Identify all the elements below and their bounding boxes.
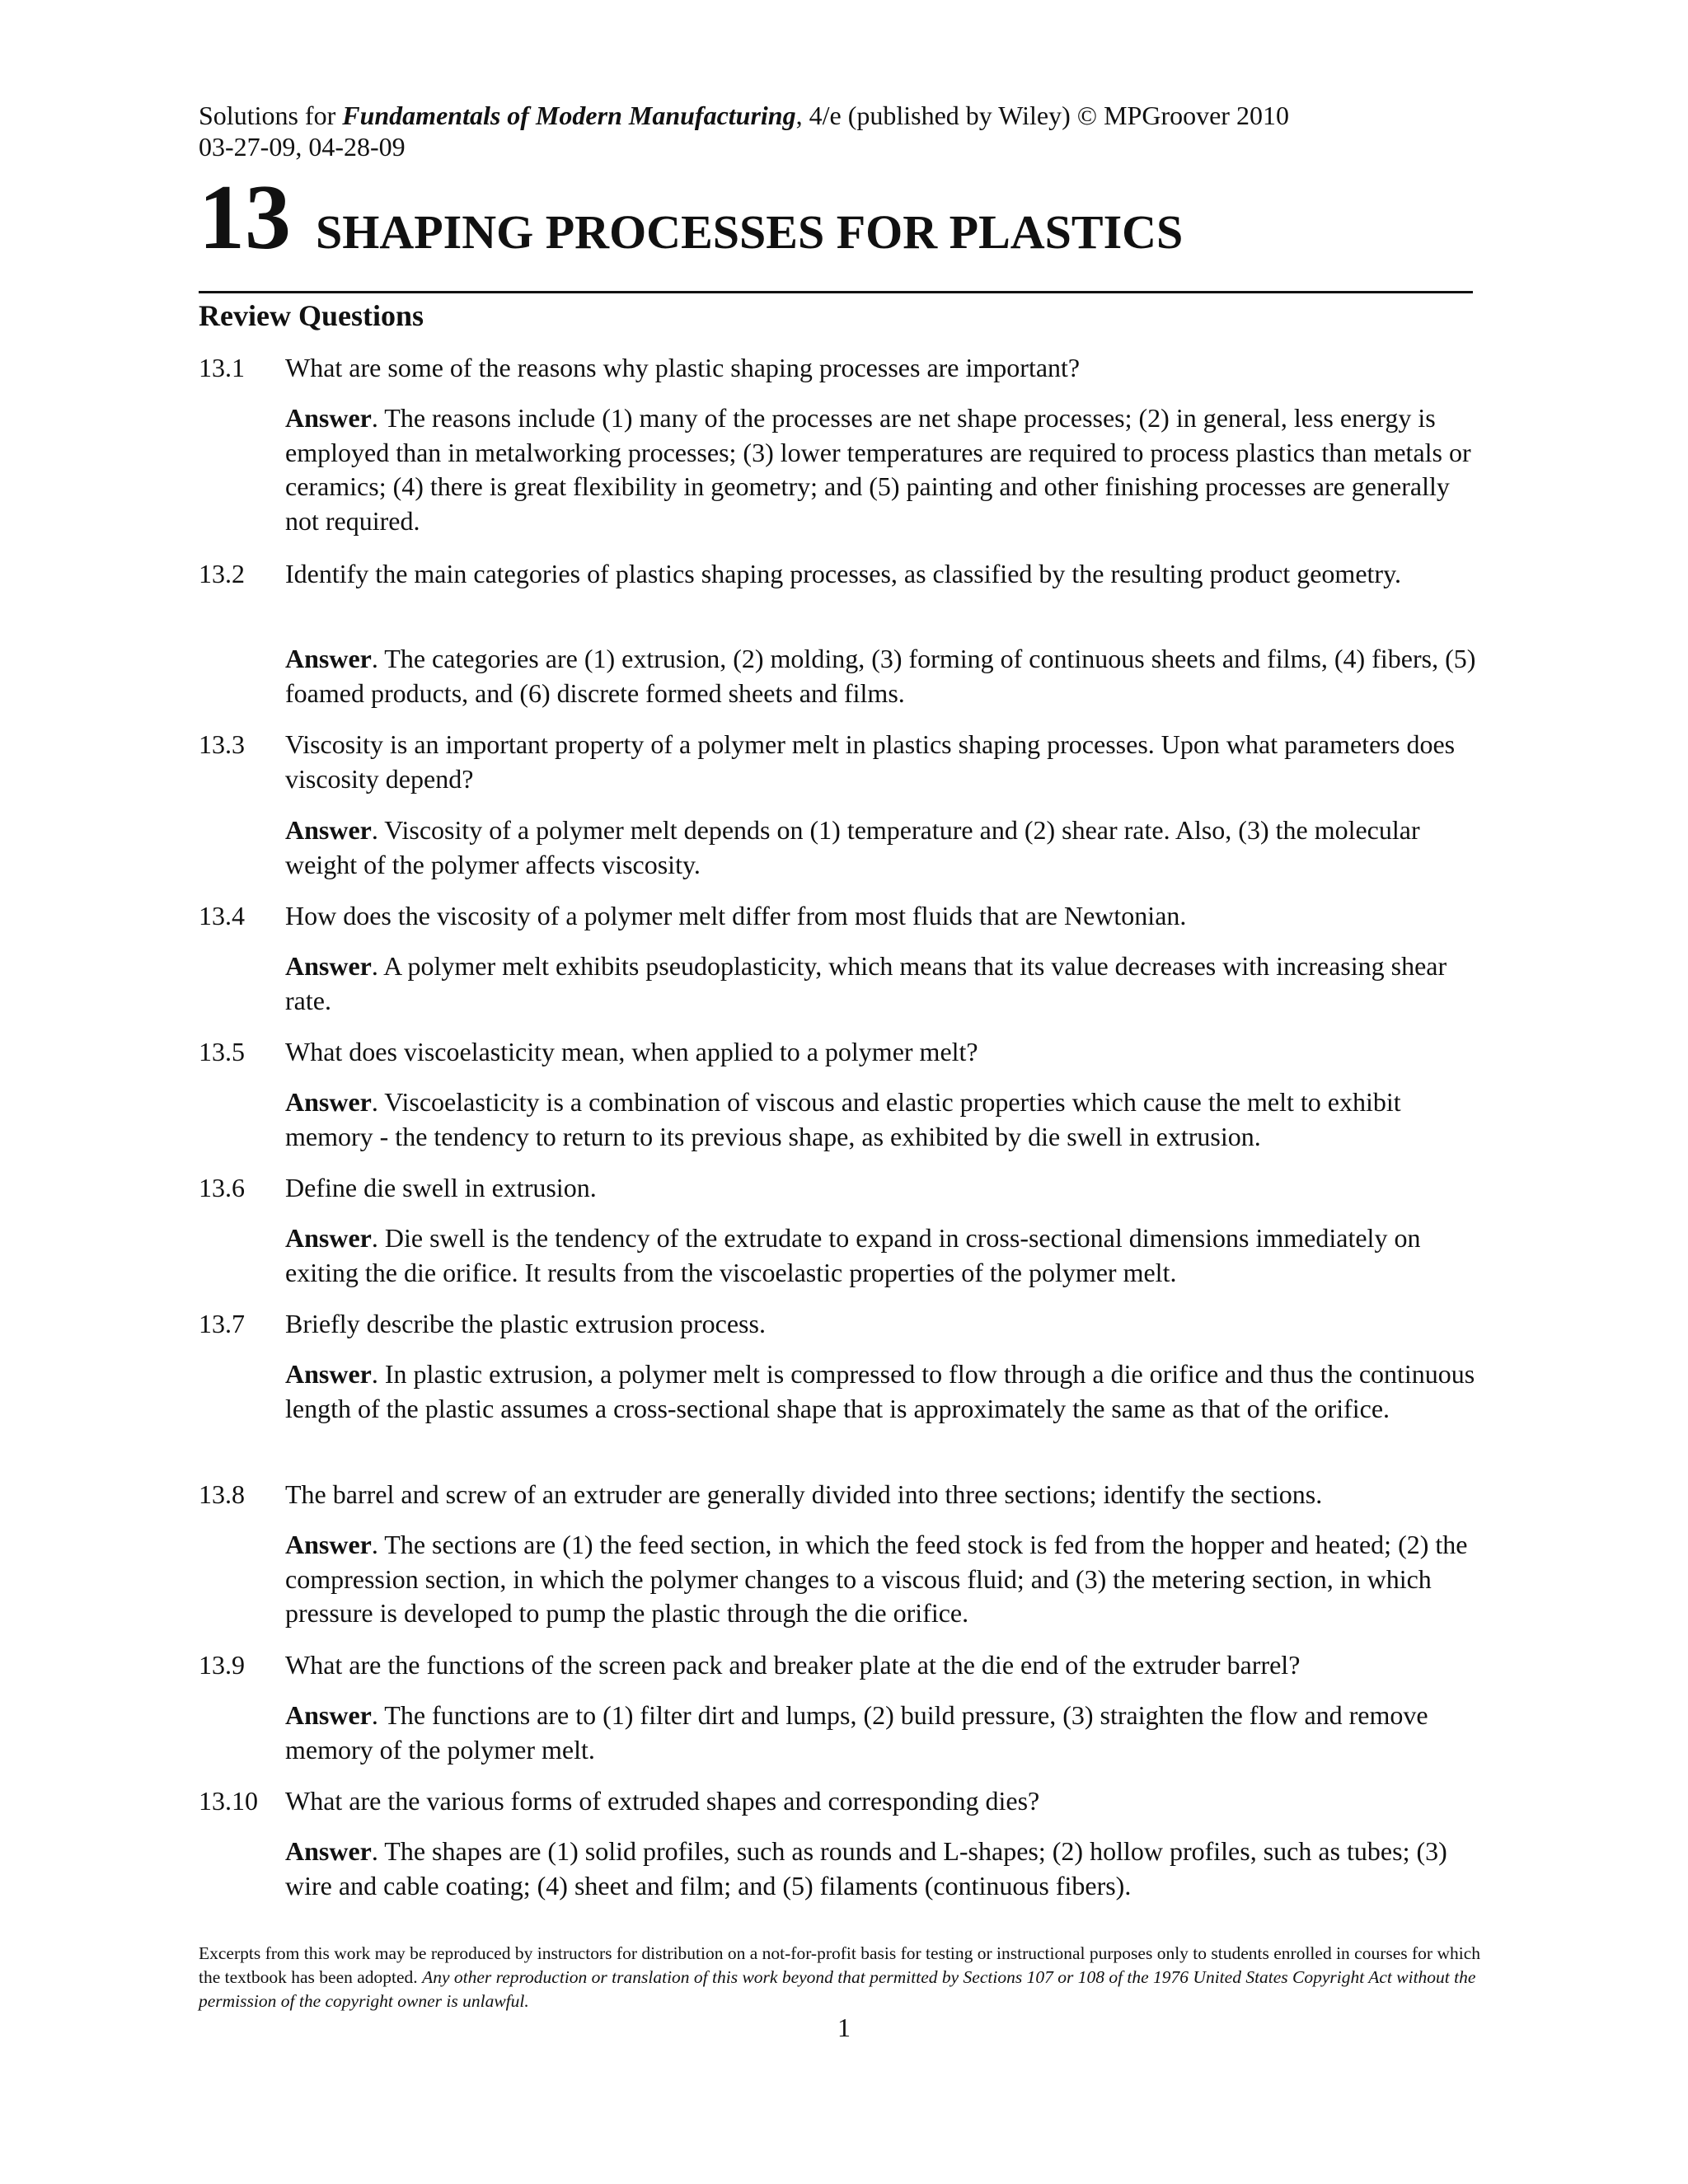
answer-label: Answer xyxy=(285,644,372,673)
chapter-title: SHAPING PROCESSES FOR PLASTICS xyxy=(316,205,1184,259)
question-text: How does the viscosity of a polymer melt differ from most fluids that are Newtonian. xyxy=(285,901,1187,930)
answer-13-8 xyxy=(285,1528,1489,1631)
header-suffix: , 4/e (published by Wiley) © MPGroover 2010 xyxy=(795,101,1289,130)
answer-13-4 xyxy=(285,949,1489,1018)
answer-text: . Viscoelasticity is a combination of viscous and elastic properties which cause the melt to exhibit memory - the tendency to return to its previous shape, as exhibited by die swell in extrusion. xyxy=(285,1087,1401,1151)
question-number: 13.4 xyxy=(199,901,245,930)
answer-13-2 xyxy=(285,642,1489,710)
copyright-footer xyxy=(199,1942,1484,2013)
question-number: 13.1 xyxy=(199,353,245,382)
answer-13-1 xyxy=(285,401,1489,538)
question-text: Briefly describe the plastic extrusion process. xyxy=(285,1309,766,1338)
answer-label: Answer xyxy=(285,951,372,981)
page-number: 1 xyxy=(837,2013,851,2042)
answer-label: Answer xyxy=(285,815,372,845)
answer-13-3 xyxy=(285,813,1489,882)
answer-text: . The sections are (1) the feed section, in which the feed stock is fed from the hopper and heated; (2) the compression section, in which the polymer changes to a viscous fluid; and (3) the metering section, in which pressure is developed to pump the plastic through the die orifice. xyxy=(285,1530,1468,1628)
answer-label: Answer xyxy=(285,1530,372,1559)
question-number: 13.5 xyxy=(199,1037,245,1066)
question-text: The barrel and screw of an extruder are generally divided into three sections; identify the sections. xyxy=(285,1479,1323,1509)
header-dates: 03-27-09, 04-28-09 xyxy=(199,132,406,162)
answer-text: . The functions are to (1) filter dirt and lumps, (2) build pressure, (3) straighten the flow and remove memory of the polymer melt. xyxy=(285,1700,1428,1765)
section-title: Review Questions xyxy=(199,299,424,332)
answer-text: . Viscosity of a polymer melt depends on (1) temperature and (2) shear rate. Also, (3) the molecular weight of the polymer affects viscosity. xyxy=(285,815,1420,879)
question-number: 13.7 xyxy=(199,1309,245,1338)
question-text: What are the functions of the screen pack and breaker plate at the die end of the extruder barrel? xyxy=(285,1650,1301,1680)
question-text: Define die swell in extrusion. xyxy=(285,1173,597,1202)
answer-text: . The shapes are (1) solid profiles, such as rounds and L-shapes; (2) hollow profiles, such as tubes; (3) wire and cable coating; (4) sheet and film; and (5) filaments (continuous fibers). xyxy=(285,1836,1447,1900)
question-number: 13.9 xyxy=(199,1650,245,1680)
answer-text: . Die swell is the tendency of the extrudate to expand in cross-sectional dimensions immediately on exiting the die orifice. It results from the viscoelastic properties of the polymer melt. xyxy=(285,1223,1421,1287)
question-number: 13.2 xyxy=(199,559,245,588)
question-text: Viscosity is an important property of a polymer melt in plastics shaping processes. Upon what parameters does viscosity depend? xyxy=(285,729,1456,794)
answer-text: . The categories are (1) extrusion, (2) molding, (3) forming of continuous sheets and films, (4) fibers, (5) foamed products, and (6) discrete formed sheets and films. xyxy=(285,644,1476,708)
answer-13-10 xyxy=(285,1835,1489,1903)
question-number: 13.10 xyxy=(199,1786,258,1816)
answer-label: Answer xyxy=(285,1223,372,1253)
answer-13-9 xyxy=(285,1699,1489,1767)
question-number: 13.8 xyxy=(199,1479,245,1509)
question-number: 13.3 xyxy=(199,729,245,759)
chapter-heading xyxy=(199,166,1184,269)
footer-italic-text: Any other reproduction or translation of this work beyond that permitted by Sections 107 or 108 of the 1976 United States Copyright Act without the permission of the copyright owner is unlawful. xyxy=(199,1967,1476,2011)
question-number: 13.6 xyxy=(199,1173,245,1202)
answer-text: . In plastic extrusion, a polymer melt is compressed to flow through a die orifice and thus the continuous length of the plastic assumes a cross-sectional shape that is approximately the same as that of the orifice. xyxy=(285,1359,1475,1423)
question-text: What are the various forms of extruded shapes and corresponding dies? xyxy=(285,1786,1040,1816)
answer-13-5 xyxy=(285,1085,1489,1154)
running-header xyxy=(199,99,1289,132)
question-text: What are some of the reasons why plastic shaping processes are important? xyxy=(285,353,1081,382)
answer-13-6 xyxy=(285,1221,1489,1290)
answer-label: Answer xyxy=(285,1700,372,1730)
header-prefix: Solutions for xyxy=(199,101,343,130)
chapter-number: 13 xyxy=(199,166,291,269)
question-text: Identify the main categories of plastics shaping processes, as classified by the resulting product geometry. xyxy=(285,559,1401,588)
book-title: Fundamentals of Modern Manufacturing xyxy=(342,101,796,130)
footer-text: Excerpts from this work may be reproduced by instructors for distribution on a not-for-profit basis for testing or instructional purposes only to students enrolled in courses for which the textbook has been adopted. xyxy=(199,1943,1481,1987)
answer-label: Answer xyxy=(285,403,372,433)
answer-13-7 xyxy=(285,1357,1489,1426)
answer-label: Answer xyxy=(285,1087,372,1117)
question-text: What does viscoelasticity mean, when applied to a polymer melt? xyxy=(285,1037,978,1066)
answer-label: Answer xyxy=(285,1359,372,1389)
heading-rule xyxy=(199,291,1473,293)
answer-text: . A polymer melt exhibits pseudoplasticity, which means that its value decreases with increasing shear rate. xyxy=(285,951,1447,1015)
answer-label: Answer xyxy=(285,1836,372,1866)
answer-text: . The reasons include (1) many of the processes are net shape processes; (2) in general, less energy is employed than in metalworking processes; (3) lower temperatures are required to process plastics than metals or ceramics; (4) there is great flexibility in geometry; and (5) painting and other finishing processes are generally not required. xyxy=(285,403,1471,536)
